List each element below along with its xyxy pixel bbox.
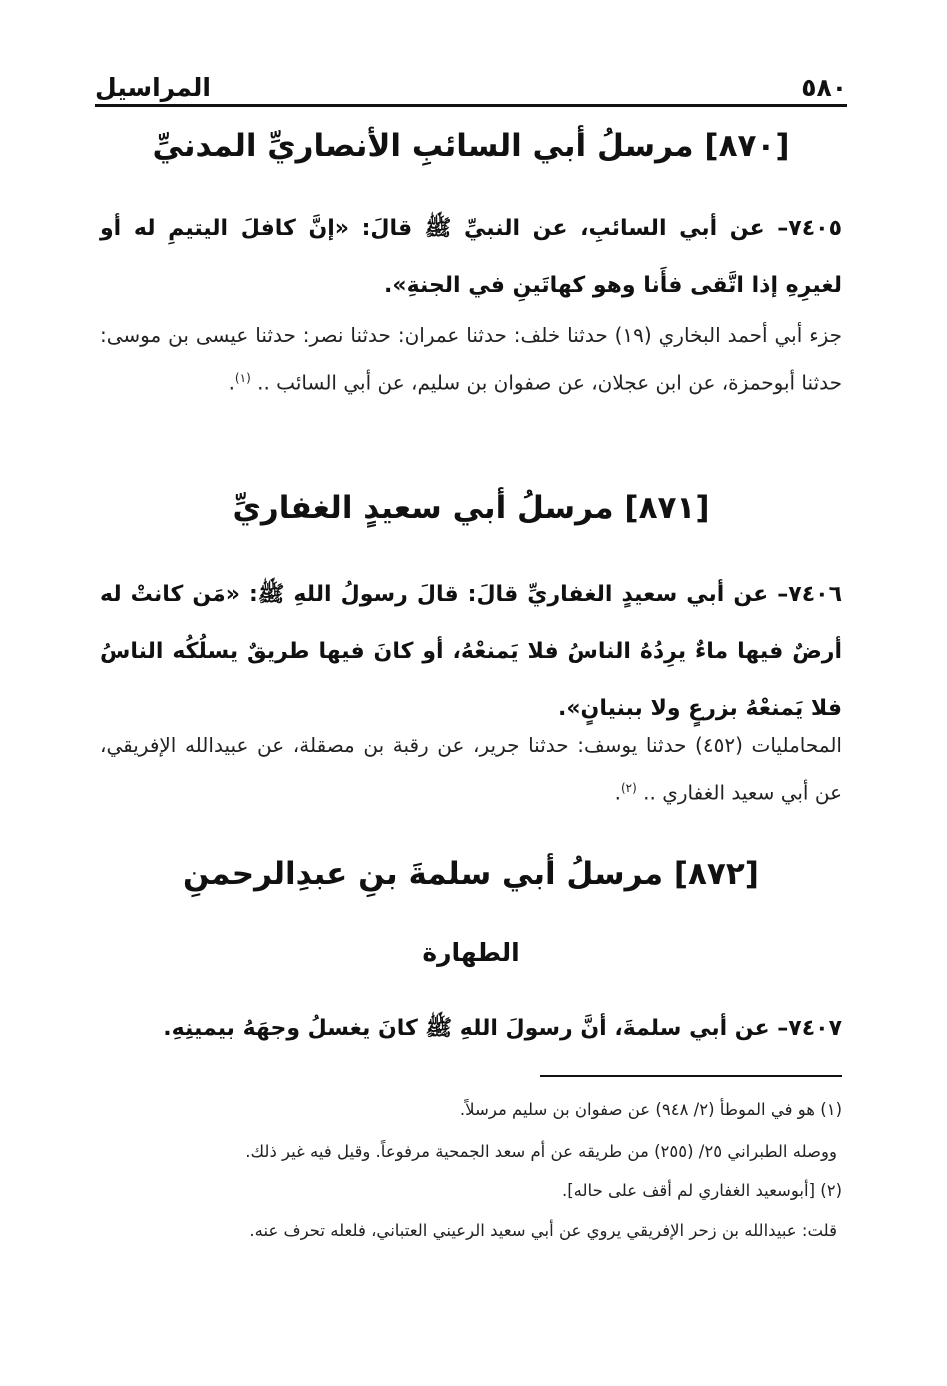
source-7406: المحامليات (٤٥٢) حدثنا يوسف: حدثنا جرير، عن رقبة بن مصقلة، عن عبيدالله الإفريقي، عن أبي سعيد الغفاري .. $^{(٢)}$. [100, 733, 842, 805]
running-title: المراسيل [95, 73, 211, 102]
footnote-ref-2[interactable]: (٢) [620, 781, 637, 795]
footnote-2-continued: قلت: عبيدالله بن زحر الإفريقي يروي عن أبي سعيد الرعيني العتباني، فلعله تحرف عنه. [249, 1221, 837, 1240]
hadith-text: ٧٤٠٧– عن أبي سلمةَ، أنَّ رسولَ اللهِ ﷺ كانَ يغسلُ وجهَهُ بيمينِهِ. [163, 1016, 842, 1041]
footnote-ref-1[interactable]: (١) [234, 371, 251, 385]
header-rule [95, 104, 847, 107]
source-text: المحامليات (٤٥٢) حدثنا يوسف: حدثنا جرير، عن رقبة بن مصقلة، عن عبيدالله الإفريقي، عن أبي سعيد الغفاري .. [100, 733, 842, 805]
hadith-7406 [100, 566, 842, 737]
footnote-1: (١) هو في الموطأ (٢/ ٩٤٨) عن صفوان بن سليم مرسلاً. [459, 1100, 842, 1119]
hadith-text: ٧٤٠٦– عن أبي سعيدٍ الغفاريِّ قالَ: قالَ رسولُ اللهِ ﷺ: «مَن كانتْ له أرضٌ فيها ماءٌ يرِدُهُ الناسُ فلا يَمنعْهُ، أو كانَ فيها طريقٌ يسلُكُه الناسُ فلا يَمنعْهُ بزرعٍ ولا ببنيانٍ». [100, 582, 842, 721]
hadith-7405 [100, 200, 842, 314]
section-title-871: [٨٧١] مرسلُ أبي سعيدٍ الغفاريِّ [232, 490, 710, 526]
footnote-rule [540, 1075, 842, 1077]
section-subtitle: الطهارة [422, 938, 520, 967]
footnote-2: (٢) [أبوسعيد الغفاري لم أقف على حاله]. [561, 1181, 842, 1200]
hadith-7407 [100, 1000, 842, 1057]
section-title-870: [٨٧٠] مرسلُ أبي السائبِ الأنصاريِّ المدنيِّ [152, 128, 790, 164]
page-number: ٥٨٠ [801, 73, 847, 102]
source-7405: جزء أبي أحمد البخاري (١٩) حدثنا خلف: حدثنا عمران: حدثنا نصر: حدثنا عيسى بن موسى: حدثنا أبوحمزة، عن ابن عجلان، عن صفوان بن سليم، عن أبي السائب .. $^{(١)}$. [100, 323, 842, 395]
hadith-text: ٧٤٠٥– عن أبي السائبِ، عن النبيِّ ﷺ قالَ: «إنَّ كافلَ اليتيمِ له أو لغيرِهِ إذا اتَّقى فأَنا وهو كهاتَينِ في الجنةِ». [100, 216, 842, 298]
page-header [95, 62, 847, 102]
footnote-1-continued: ووصله الطبراني ٢٥/ (٢٥٥) من طريقه عن أم سعد الجمحية مرفوعاً. وقيل فيه غير ذلك. [245, 1142, 837, 1161]
section-title-872: [٨٧٢] مرسلُ أبي سلمةَ بنِ عبدِالرحمنِ [183, 856, 759, 892]
source-text: جزء أبي أحمد البخاري (١٩) حدثنا خلف: حدثنا عمران: حدثنا نصر: حدثنا عيسى بن موسى: حدثنا أبوحمزة، عن ابن عجلان، عن صفوان بن سليم، عن أبي السائب .. [100, 323, 842, 395]
